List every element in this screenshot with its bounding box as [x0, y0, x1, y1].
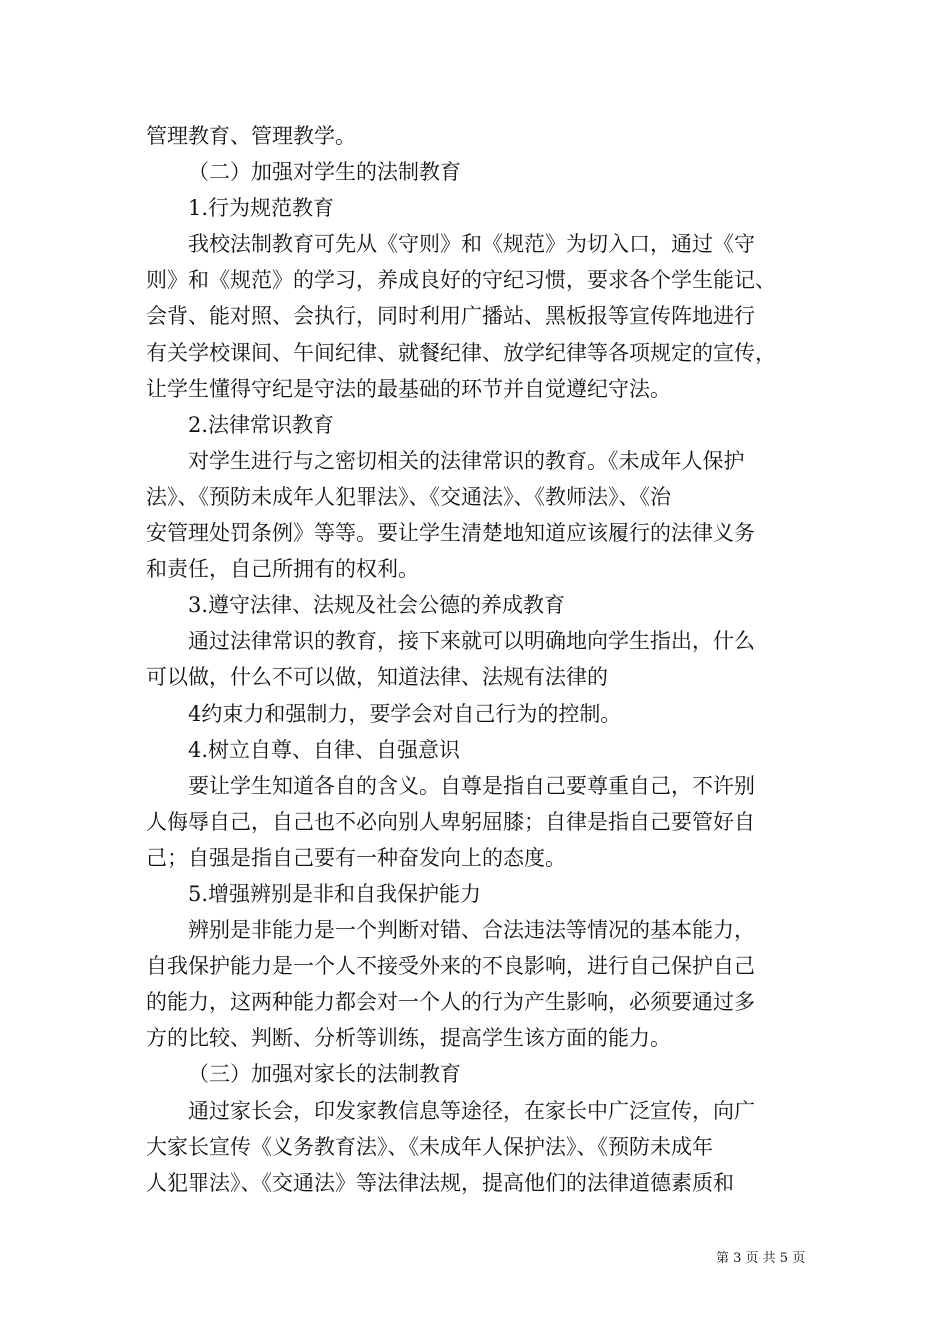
- paragraph-line: 要让学生知道各自的含义。自尊是指自己要尊重自己，不许别: [188, 773, 755, 798]
- paragraph-line: 己；自强是指自己要有一种奋发向上的态度。: [146, 845, 566, 870]
- paragraph-line: 人犯罪法》、《交通法》等法律法规，提高他们的法律道德素质和: [146, 1170, 734, 1195]
- section-heading: （二）加强对学生的法制教育: [188, 160, 461, 185]
- paragraph-line: 可以做，什么不可以做，知道法律、法规有法律的: [146, 665, 608, 690]
- paragraph-line: 管理教育、管理教学。: [146, 124, 356, 148]
- paragraph-line: 让学生懂得守纪是守法的最基础的环节并自觉遵纪守法。: [146, 376, 671, 401]
- paragraph-line: 有关学校课间、午间纪律、就餐纪律、放学纪律等各项规定的宣传，: [146, 340, 776, 365]
- paragraph-line: 对学生进行与之密切相关的法律常识的教育。《未成年人保护: [188, 448, 745, 473]
- paragraph-line: 大家长宣传《义务教育法》、《未成年人保护法》、《预防未成年: [146, 1134, 713, 1159]
- subsection-heading: 4.树立自尊、自律、自强意识: [188, 737, 461, 762]
- paragraph-line: 会背、能对照、会执行，同时利用广播站、黑板报等宣传阵地进行: [146, 304, 755, 329]
- paragraph-line: 我校法制教育可先从《守则》和《规范》为切入口，通过《守: [188, 232, 755, 257]
- paragraph-line: 自我保护能力是一个人不接受外来的不良影响，进行自己保护自己: [146, 954, 755, 979]
- paragraph-line: 方的比较、判断、分析等训练，提高学生该方面的能力。: [146, 1026, 671, 1051]
- paragraph-line: 人侮辱自己，自己也不必向别人卑躬屈膝；自律是指自己要管好自: [146, 809, 755, 834]
- paragraph-line: 4约束力和强制力，要学会对自己行为的控制。: [188, 701, 622, 726]
- document-body: [146, 118, 826, 1201]
- subsection-heading: 5.增强辨别是非和自我保护能力: [188, 881, 482, 906]
- subsection-heading: 1.行为规范教育: [188, 196, 335, 221]
- paragraph-line: 安管理处罚条例》等等。要让学生清楚地知道应该履行的法律义务: [146, 521, 755, 546]
- paragraph-line: 的能力，这两种能力都会对一个人的行为产生影响，必须要通过多: [146, 990, 755, 1015]
- paragraph-line: 法》、《预防未成年人犯罪法》、《交通法》、《教师法》、《治: [146, 484, 671, 509]
- paragraph-line: 通过法律常识的教育，接下来就可以明确地向学生指出，什么: [188, 629, 755, 654]
- subsection-heading: 3.遵守法律、法规及社会公德的养成教育: [188, 593, 566, 618]
- page-number-footer: 第 3 页 共 5 页: [716, 1251, 806, 1266]
- section-heading: （三）加强对家长的法制教育: [188, 1062, 461, 1087]
- paragraph-line: 辨别是非能力是一个判断对错、合法违法等情况的基本能力，: [188, 918, 755, 943]
- paragraph-line: 和责任，自己所拥有的权利。: [146, 557, 419, 582]
- paragraph-line: 通过家长会，印发家教信息等途径，在家长中广泛宣传，向广: [188, 1098, 755, 1123]
- subsection-heading: 2.法律常识教育: [188, 412, 335, 437]
- paragraph-line: 则》和《规范》的学习，养成良好的守纪习惯，要求各个学生能记、: [146, 268, 776, 293]
